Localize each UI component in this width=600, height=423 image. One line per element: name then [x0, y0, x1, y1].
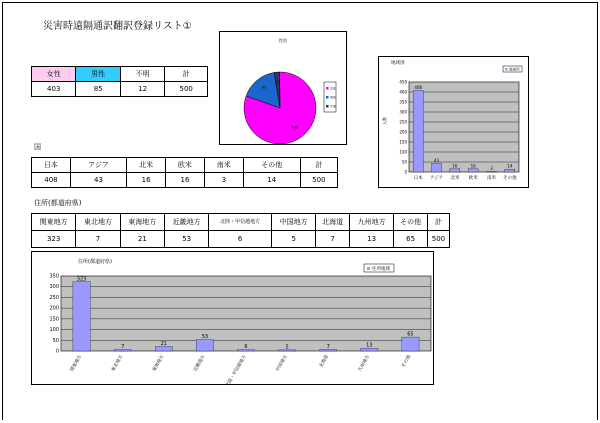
- country-header-cell: 計: [300, 158, 337, 173]
- y-tick-label: 150: [399, 139, 407, 145]
- bar-value-label: 14: [507, 163, 513, 169]
- bar-value-label: 7: [121, 344, 125, 350]
- y-tick-label: 350: [49, 273, 59, 280]
- gender-pie-chart: [219, 31, 347, 145]
- address-header-cell: 九州地方: [349, 214, 393, 231]
- bar: [402, 337, 419, 351]
- plot-area: [61, 276, 431, 351]
- country-table: [31, 157, 338, 188]
- address-value-cell: 13: [349, 231, 393, 248]
- address-header-cell: 計: [427, 214, 449, 231]
- page-title: 災害時遠隔通訳翻訳登録リスト①: [43, 21, 192, 32]
- address-value-cell: 6: [209, 231, 272, 248]
- bar: [505, 169, 515, 172]
- y-tick-label: 200: [399, 129, 407, 135]
- chart-title: 住所(都道府県): [78, 259, 112, 265]
- country-value-cell: 3: [204, 173, 243, 188]
- country-header-cell: 北米: [127, 158, 166, 173]
- bar-value-label: 5: [285, 344, 289, 351]
- y-tick-label: 300: [49, 284, 59, 291]
- bar-value-label: 21: [160, 341, 167, 347]
- address-value-cell: 7: [76, 231, 120, 248]
- x-tick-label: 南米: [487, 176, 496, 181]
- legend-label: 地域別: [509, 67, 520, 72]
- pie-legend-label: 不明: [330, 104, 337, 109]
- x-tick-label: アジア: [429, 176, 444, 181]
- x-tick-label: 関東地方: [69, 354, 84, 373]
- x-tick-label: その他: [503, 176, 517, 181]
- pie-legend-swatch: [326, 105, 329, 108]
- y-tick-label: 50: [401, 159, 407, 165]
- legend-swatch: [505, 68, 508, 71]
- x-tick-label: 日本: [413, 176, 423, 181]
- bar-value-label: 53: [201, 334, 209, 341]
- address-value-cell: 7: [316, 231, 350, 248]
- address-header-cell: 近畿地方: [164, 214, 208, 231]
- legend-swatch: [367, 267, 370, 270]
- y-tick-label: 0: [404, 169, 407, 175]
- y-tick-label: 0: [55, 348, 59, 355]
- bar-value-label: 6: [244, 344, 248, 351]
- pie-legend-label: 女性: [330, 86, 337, 91]
- gender-header-cell: 計: [165, 67, 208, 82]
- country-value-cell: 500: [300, 173, 337, 188]
- plot-area: [409, 82, 519, 172]
- address-header-cell: 北陸・甲信越地方: [209, 214, 272, 231]
- legend-label: 住所地域: [372, 267, 390, 272]
- bar-value-label: 323: [76, 276, 87, 283]
- y-axis-label: 人数: [382, 117, 387, 125]
- x-tick-label: 欧米: [468, 176, 478, 181]
- address-header-cell: 関東地方: [32, 214, 76, 231]
- pie-svg: [220, 32, 346, 144]
- address-bar-chart: [31, 251, 434, 385]
- bar: [413, 90, 423, 172]
- y-tick-label: 150: [49, 316, 59, 323]
- address-value-cell: 21: [120, 231, 164, 248]
- bar: [486, 171, 496, 172]
- address-value-cell: 53: [164, 231, 208, 248]
- pie-data-label: 85: [261, 85, 267, 90]
- address-value-cell: 65: [394, 231, 428, 248]
- country-value-cell: 43: [70, 173, 126, 188]
- y-tick-label: 250: [49, 294, 59, 301]
- country-header-cell: 南米: [204, 158, 243, 173]
- address-header-cell: 東北地方: [76, 214, 120, 231]
- gender-value-cell: 12: [120, 82, 164, 97]
- y-tick-label: 300: [399, 109, 407, 115]
- x-tick-label: 東海地方: [152, 354, 166, 373]
- chart-title: 地域別: [391, 61, 405, 66]
- x-tick-label: 北米: [450, 176, 460, 181]
- country-header-cell: アジア: [70, 158, 126, 173]
- y-tick-label: 100: [49, 327, 59, 334]
- address-value-cell: 5: [272, 231, 316, 248]
- bar-value-label: 43: [433, 157, 440, 163]
- bar: [73, 282, 90, 351]
- bar: [450, 169, 460, 172]
- country-value-cell: 408: [32, 173, 71, 188]
- country-value-cell: 14: [243, 173, 300, 188]
- address-value-cell: 500: [427, 231, 449, 248]
- y-tick-label: 100: [399, 149, 407, 155]
- address-header-cell: 東海地方: [120, 214, 164, 231]
- bar: [468, 169, 478, 172]
- bar-value-label: 408: [414, 84, 422, 90]
- pie-data-label: 12: [275, 79, 281, 84]
- y-tick-label: 400: [399, 89, 407, 95]
- country-label: 国: [34, 143, 41, 151]
- country-value-cell: 16: [127, 173, 166, 188]
- country-header-cell: 欧米: [166, 158, 205, 173]
- address-label: 住所(都道府県): [34, 199, 82, 207]
- bar: [431, 163, 441, 172]
- x-tick-label: 北海道: [318, 354, 330, 369]
- gender-table: [31, 66, 208, 97]
- y-tick-label: 350: [399, 99, 407, 105]
- y-tick-label: 250: [399, 119, 407, 125]
- bar-value-label: 3: [490, 165, 493, 171]
- bar-value-label: 13: [366, 342, 373, 349]
- x-tick-label: 九州地方: [357, 354, 372, 373]
- address-header-cell: その他: [394, 214, 428, 231]
- address-value-cell: 323: [32, 231, 76, 248]
- country-header-cell: 日本: [32, 158, 71, 173]
- address-header-cell: 北海道: [316, 214, 350, 231]
- x-tick-label: 近畿地方: [193, 354, 207, 373]
- address-bar-svg: [32, 252, 433, 384]
- bar: [155, 347, 172, 352]
- y-tick-label: 450: [399, 79, 407, 85]
- country-header-cell: その他: [243, 158, 300, 173]
- x-tick-label: 東北地方: [111, 354, 125, 373]
- pie-data-label: 403: [291, 125, 298, 130]
- pie-legend-label: 男性: [330, 95, 337, 100]
- bar-value-label: 65: [407, 331, 414, 338]
- bar-value-label: 16: [470, 163, 476, 169]
- y-tick-label: 50: [52, 337, 59, 344]
- gender-value-cell: 85: [76, 82, 120, 97]
- bar-value-label: 7: [326, 344, 330, 350]
- bar: [196, 340, 213, 351]
- address-table: [31, 213, 450, 248]
- x-tick-label: 北陸・甲信越地方: [225, 354, 248, 384]
- pie-legend-swatch: [326, 96, 329, 99]
- country-value-cell: 16: [166, 173, 205, 188]
- pie-legend-swatch: [326, 87, 329, 90]
- x-tick-label: その他: [401, 354, 413, 369]
- gender-value-cell: 403: [32, 82, 76, 97]
- gender-header-cell: 男性: [76, 67, 120, 82]
- gender-value-cell: 500: [165, 82, 208, 97]
- x-tick-label: 中国地方: [275, 354, 289, 373]
- address-header-cell: 中国地方: [272, 214, 316, 231]
- bar-value-label: 16: [452, 163, 458, 169]
- pie-title: 性別: [279, 38, 287, 43]
- gender-header-cell: 女性: [32, 67, 76, 82]
- y-tick-label: 200: [49, 305, 59, 312]
- gender-header-cell: 不明: [120, 67, 164, 82]
- region-bar-chart: [378, 56, 529, 188]
- region-bar-svg: [379, 57, 528, 187]
